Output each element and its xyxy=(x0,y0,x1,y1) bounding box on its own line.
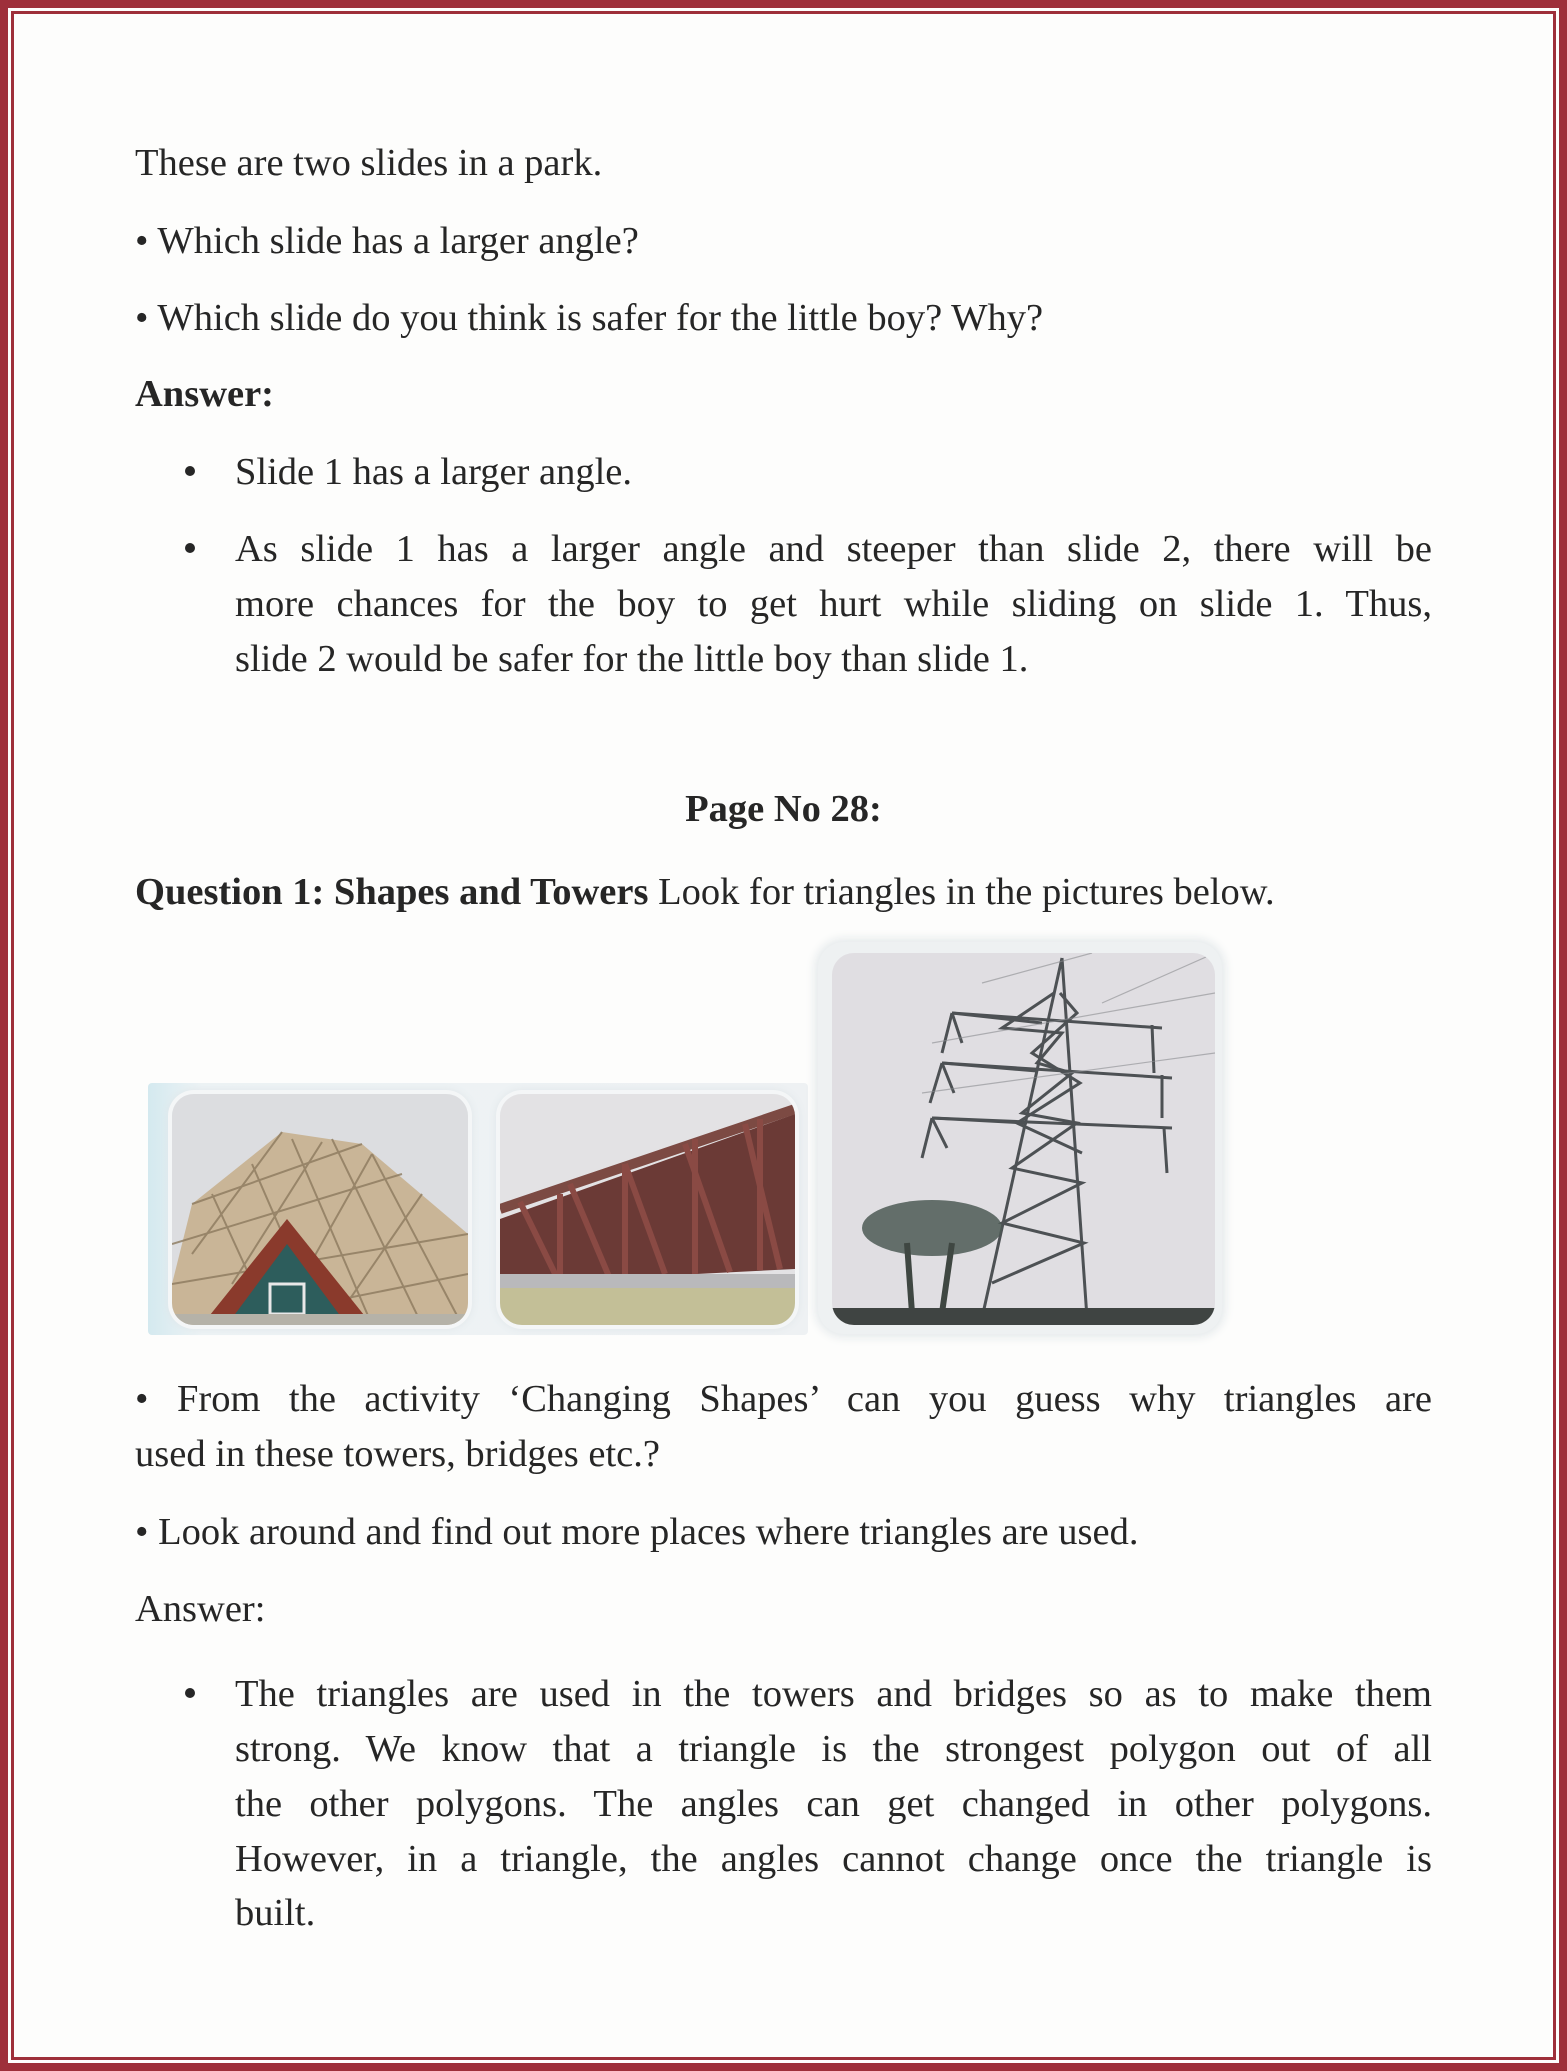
intro-text: These are two slides in a park. xyxy=(135,142,603,184)
answer-item-2-line-3: slide 2 would be safer for the little boy than slide 1. xyxy=(235,638,1029,680)
answer-item-1: Slide 1 has a larger angle. xyxy=(235,451,632,493)
answer-2-line-2: strong. We know that a triangle is the strongest polygon out of all xyxy=(235,1728,1432,1770)
question-why-triangles-line-2: used in these towers, bridges etc.? xyxy=(135,1433,660,1475)
answer-item-2-line-2: more chances for the boy to get hurt while sliding on slide 1. Thus, xyxy=(235,583,1432,625)
answer-2-line-3: the other polygons. The angles can get changed in other polygons. xyxy=(235,1783,1432,1825)
bullet-icon xyxy=(185,1688,195,1698)
page-heading: Page No 28: xyxy=(685,788,882,830)
answer-2-line-5: built. xyxy=(235,1892,316,1934)
question-larger-angle: • Which slide has a larger angle? xyxy=(135,220,639,262)
tower-photo xyxy=(832,953,1215,1325)
answer-2-line-1: The triangles are used in the towers and bridges so as to make them xyxy=(235,1673,1432,1715)
answer-2-line-4: However, in a triangle, the angles cannot change once the triangle is xyxy=(235,1838,1432,1880)
answer-label-2: Answer: xyxy=(135,1588,266,1630)
bullet-icon xyxy=(185,466,195,476)
question-safer-slide: • Which slide do you think is safer for the little boy? Why? xyxy=(135,297,1044,339)
answer-label: Answer: xyxy=(135,373,274,415)
question-why-triangles-line-1: • From the activity ‘Changing Shapes’ can you guess why triangles are xyxy=(135,1378,1432,1420)
building-photo xyxy=(172,1094,468,1325)
bridge-photo xyxy=(500,1094,795,1325)
question-1-label: Question 1: Shapes and Towers xyxy=(135,871,649,913)
question-find-triangles: • Look around and find out more places where triangles are used. xyxy=(135,1511,1139,1553)
answer-item-2-line-1: As slide 1 has a larger angle and steeper than slide 2, there will be xyxy=(235,528,1432,570)
question-1-text: Look for triangles in the pictures below. xyxy=(648,871,1275,913)
bullet-icon xyxy=(185,543,195,553)
question-1-heading xyxy=(135,873,1432,912)
